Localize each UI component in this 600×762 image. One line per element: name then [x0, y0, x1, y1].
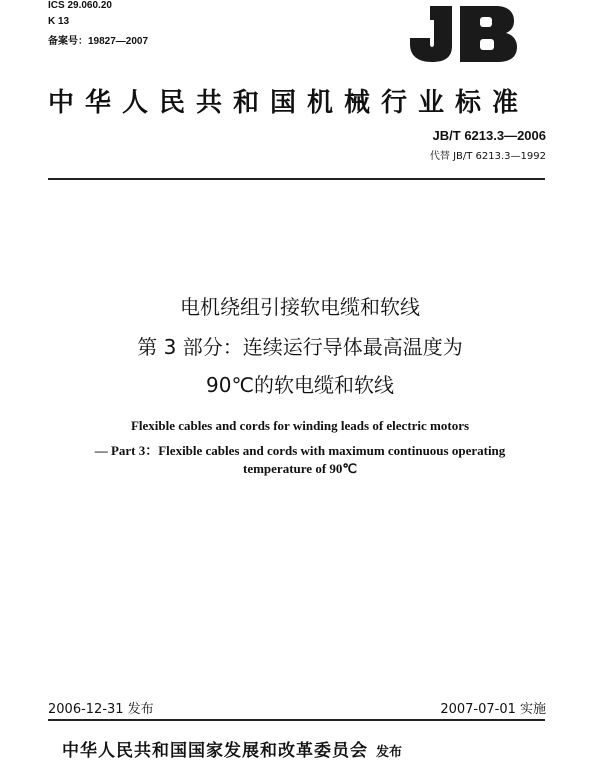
implementation-date: 2007-07-01 实施: [440, 702, 546, 717]
standard-number: JB/T 6213.3—2006: [432, 128, 546, 143]
issue-date: 2006-12-31 发布: [48, 702, 154, 717]
title-en-line3: temperature of 90℃: [243, 461, 357, 476]
issuer-name: 中华人民共和国国家发展和改革委员会: [62, 741, 368, 761]
filing-number: 备案号：19827—2007: [48, 36, 149, 47]
title-cn-line3: 90℃的软电缆和软线: [206, 373, 394, 397]
footer-divider: [48, 719, 545, 721]
standard-category: 中华人民共和国机械行业标准: [48, 88, 530, 118]
title-en-line2: — Part 3：Flexible cables and cords with maximum continuous operating: [94, 443, 506, 458]
issuing-authority: [62, 736, 402, 761]
issuer-suffix: 发布: [376, 745, 403, 760]
title-cn-line2: 第 3 部分：连续运行导体最高温度为: [137, 335, 463, 359]
ics-code: ICS 29.060.20: [48, 0, 112, 11]
title-en-line1: Flexible cables and cords for winding leads of electric motors: [130, 418, 470, 433]
class-code: K 13: [48, 16, 70, 27]
standard-replaces: 代替 JB/T 6213.3—1992: [429, 151, 546, 162]
header-divider: [48, 178, 545, 180]
jb-logo: [408, 2, 520, 64]
title-cn-line1: 电机绕组引接软电缆和软线: [180, 295, 420, 319]
